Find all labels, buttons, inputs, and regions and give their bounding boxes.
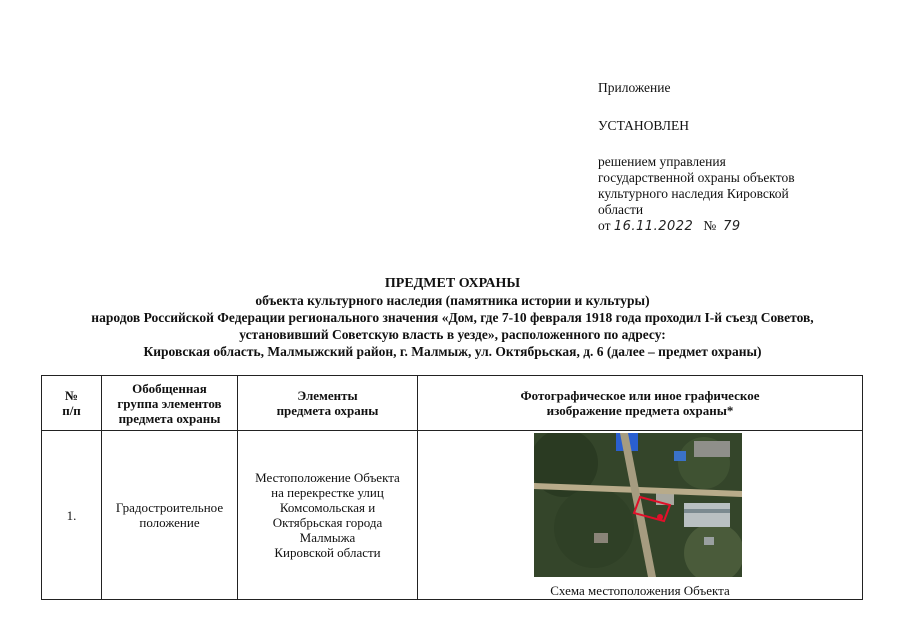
title-line: установивший Советскую власть в уезде», расположенного по адресу:: [239, 327, 666, 342]
title-main: ПРЕДМЕТ ОХРАНЫ: [384, 276, 521, 291]
handwritten-date: 16.11.2022: [613, 219, 694, 234]
header-group: Обобщенная группа элементов предмета охраны: [102, 376, 238, 431]
appendix-block: [598, 80, 838, 235]
handwritten-number: 79: [723, 219, 741, 234]
cell-image: [418, 431, 863, 600]
appendix-label: Приложение: [598, 80, 671, 95]
location-map-image: [534, 433, 742, 577]
protection-table: [41, 375, 863, 600]
header-number: № п/п: [42, 376, 102, 431]
header-image: Фотографическое или иное графическое изображение предмета охраны*: [418, 376, 863, 431]
cell-elements: Местоположение Объекта на перекрестке улиц Комсомольская и Октябрьская города Малмыжа Кировской области: [238, 431, 418, 600]
cell-number: 1.: [42, 431, 102, 600]
title-line: народов Российской Федерации регионального значения «Дом, где 7-10 февраля 1918 года проходил I-й съезд Советов,: [91, 310, 814, 325]
decision-line: культурного наследия Кировской: [598, 186, 789, 201]
table-row: [42, 431, 863, 600]
decision-line: государственной охраны объектов: [598, 170, 795, 185]
satellite-map-icon: [534, 433, 742, 577]
approved-label: УСТАНОВЛЕН: [598, 118, 690, 133]
decision-line: решением управления: [598, 154, 726, 169]
date-prefix: от: [598, 218, 611, 233]
header-elements: Элементы предмета охраны: [238, 376, 418, 431]
cell-group: Градостроительное положение: [102, 431, 238, 600]
title-line: объекта культурного наследия (памятника истории и культуры): [255, 293, 650, 308]
table-header-row: [42, 376, 863, 431]
document-title: [20, 275, 885, 360]
title-line: Кировская область, Малмыжский район, г. Малмыж, ул. Октябрьская, д. 6 (далее – предмет охраны): [143, 344, 762, 359]
date-number-line: [598, 218, 838, 235]
map-caption: Схема местоположения Объекта: [550, 583, 730, 598]
decision-line: области: [598, 202, 644, 217]
number-sign: №: [703, 218, 717, 233]
